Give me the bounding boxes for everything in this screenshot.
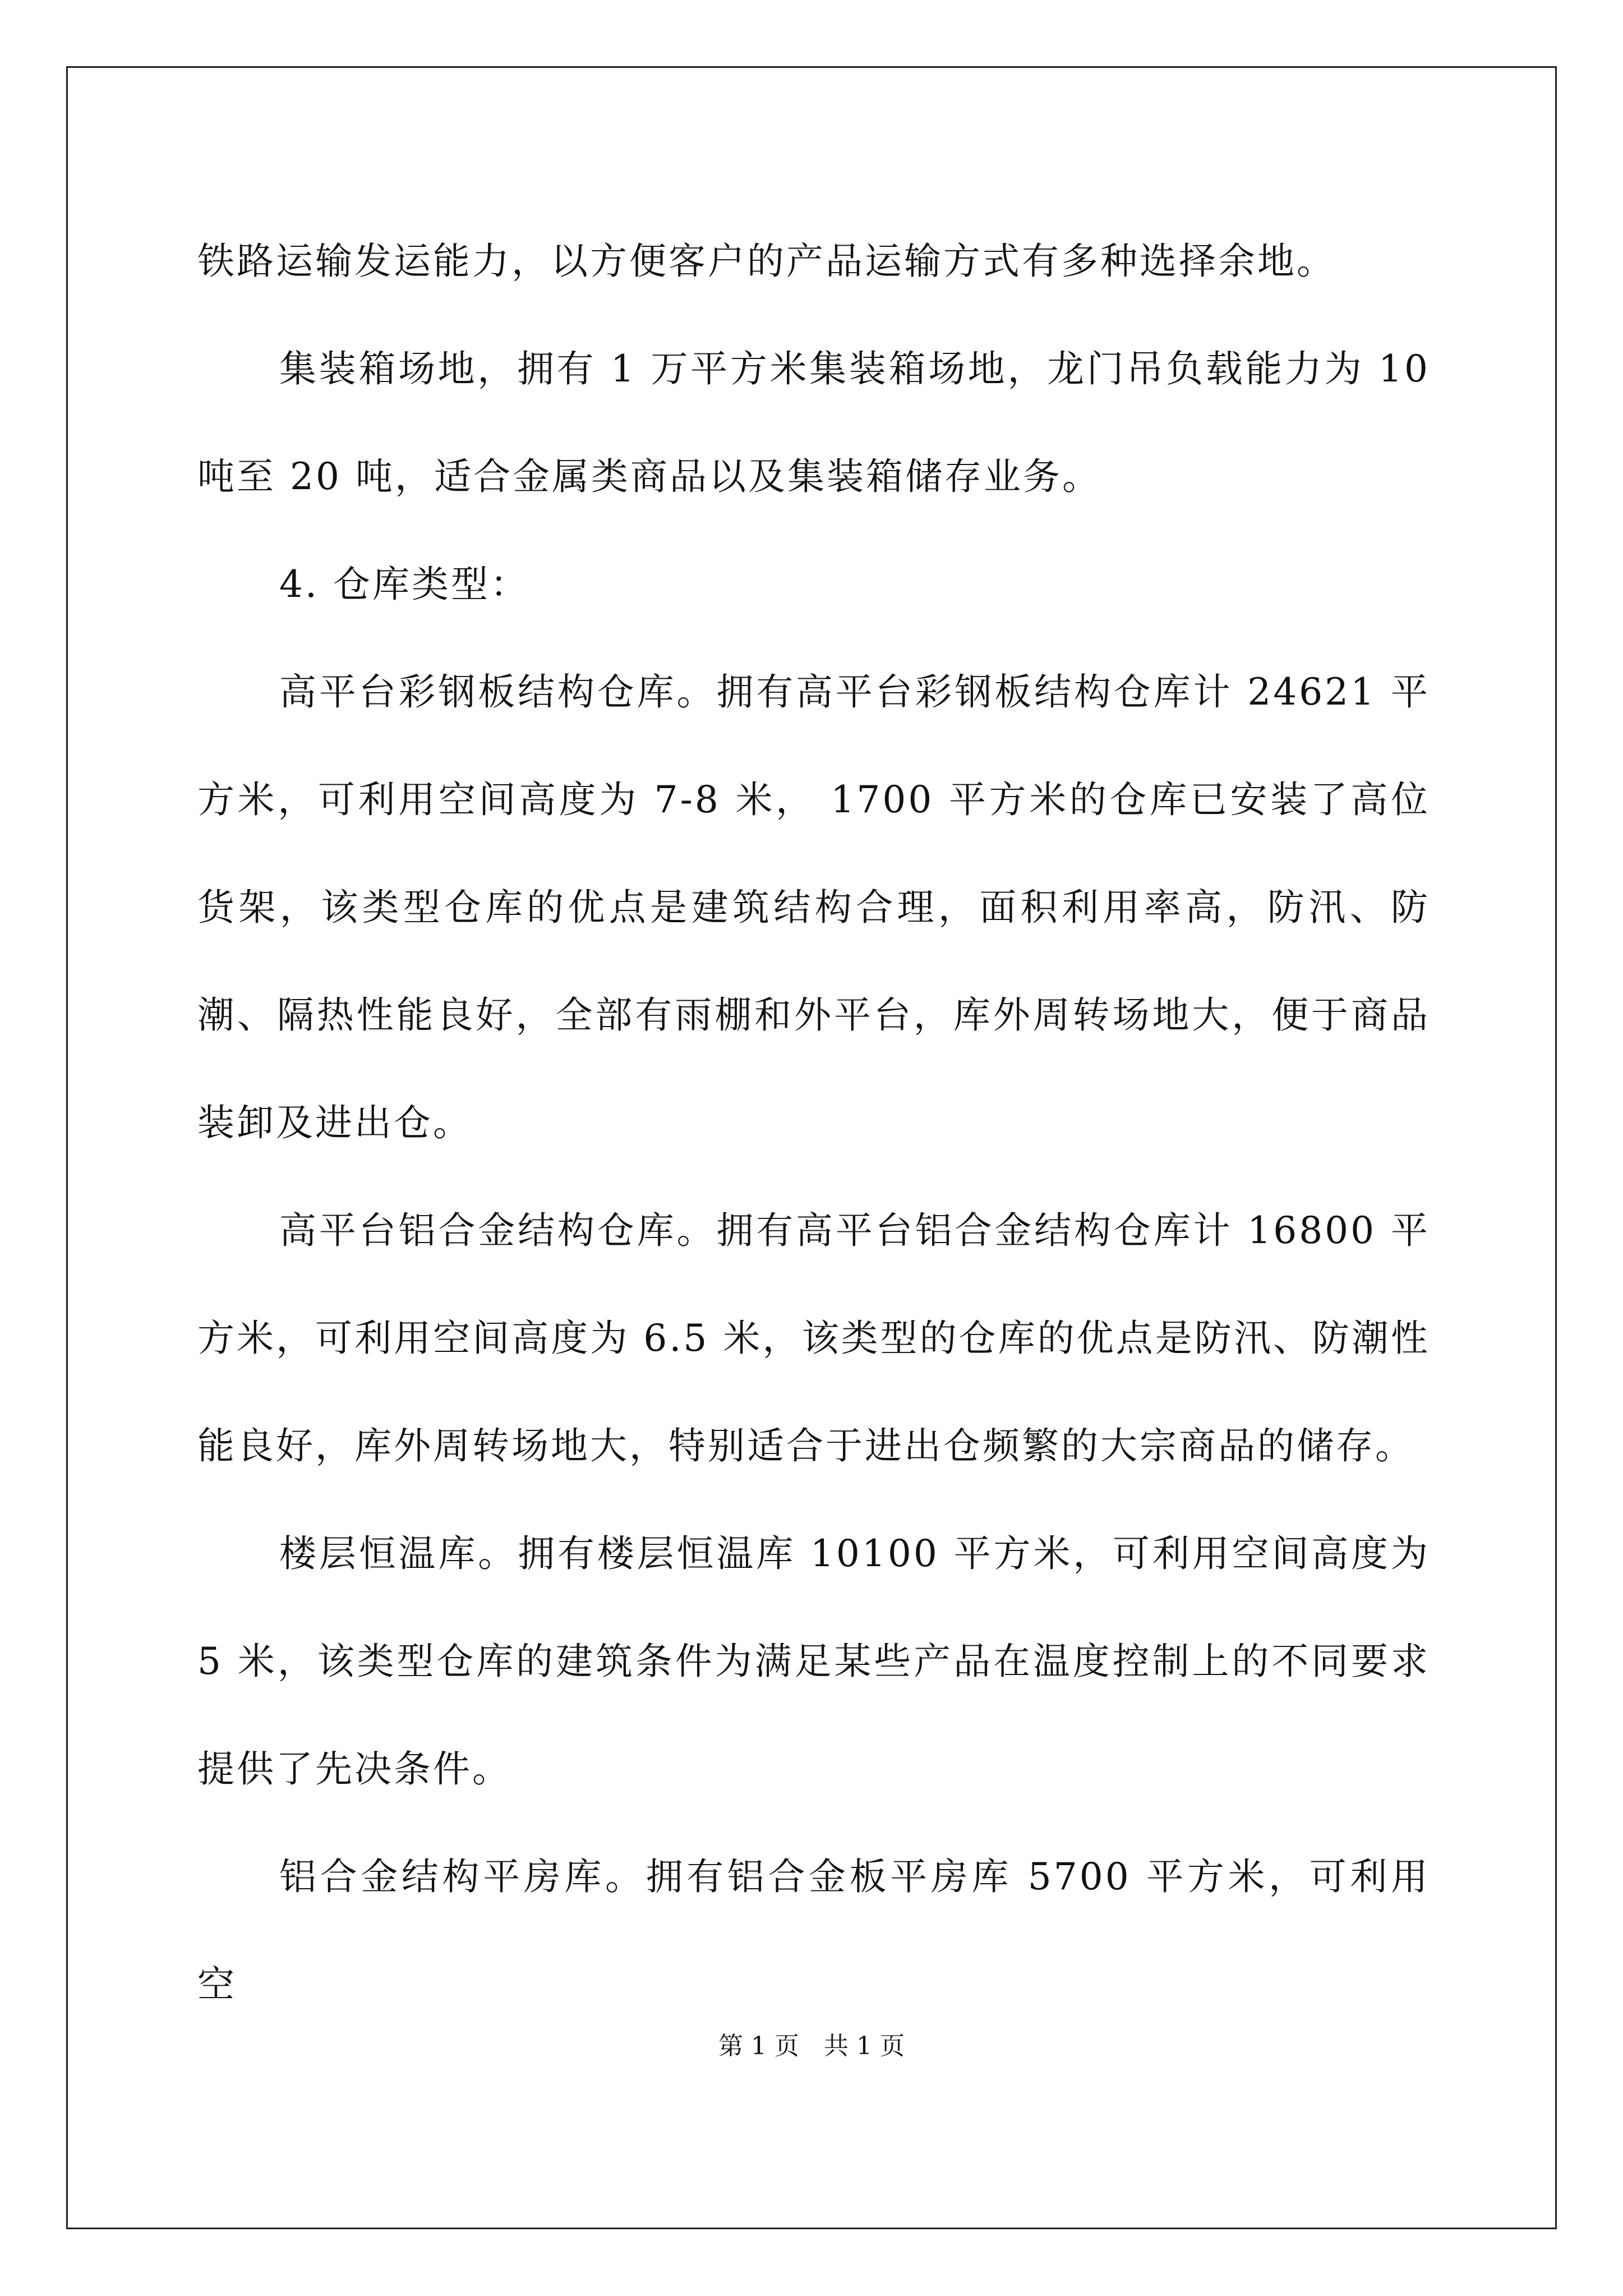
section-heading-warehouse-types: 4. 仓库类型：: [279, 563, 529, 606]
paragraph-container-yard: 集装箱场地，拥有 1 万平方米集装箱场地，龙门吊负载能力为 10 吨至 20 吨，适合金属类商品以及集装箱储存业务。: [197, 347, 1430, 498]
document-body: [197, 208, 1430, 2039]
paragraph-constant-temperature-warehouse: 楼层恒温库。拥有楼层恒温库 10100 平方米，可利用空间高度为 5 米，该类型仓库的建筑条件为满足某些产品在温度控制上的不同要求提供了先决条件。: [197, 1532, 1430, 1791]
paragraph-color-steel-warehouse: 高平台彩钢板结构仓库。拥有高平台彩钢板结构仓库计 24621 平方米，可利用空间高度为 7-8 米， 1700 平方米的仓库已安装了高位货架，该类型仓库的优点是建筑结构合理，面积利用率高，防汛、防潮、隔热性能良好，全部有雨棚和外平台，库外周转场地大，便于商品装卸及进出仓。: [197, 670, 1430, 1144]
paragraph-aluminum-warehouse: 高平台铝合金结构仓库。拥有高平台铝合金结构仓库计 16800 平方米，可利用空间高度为 6.5 米，该类型的仓库的优点是防汛、防潮性能良好，库外周转场地大，特别适合于进出仓频繁的大宗商品的储存。: [197, 1209, 1430, 1467]
paragraph-railway: 铁路运输发运能力，以方便客户的产品运输方式有多种选择余地。: [197, 240, 1336, 283]
paragraph-single-story-warehouse: 铝合金结构平房库。拥有铝合金板平房库 5700 平方米，可利用空: [197, 1855, 1430, 2006]
page-footer: 第 1 页 共 1 页: [718, 2032, 905, 2060]
